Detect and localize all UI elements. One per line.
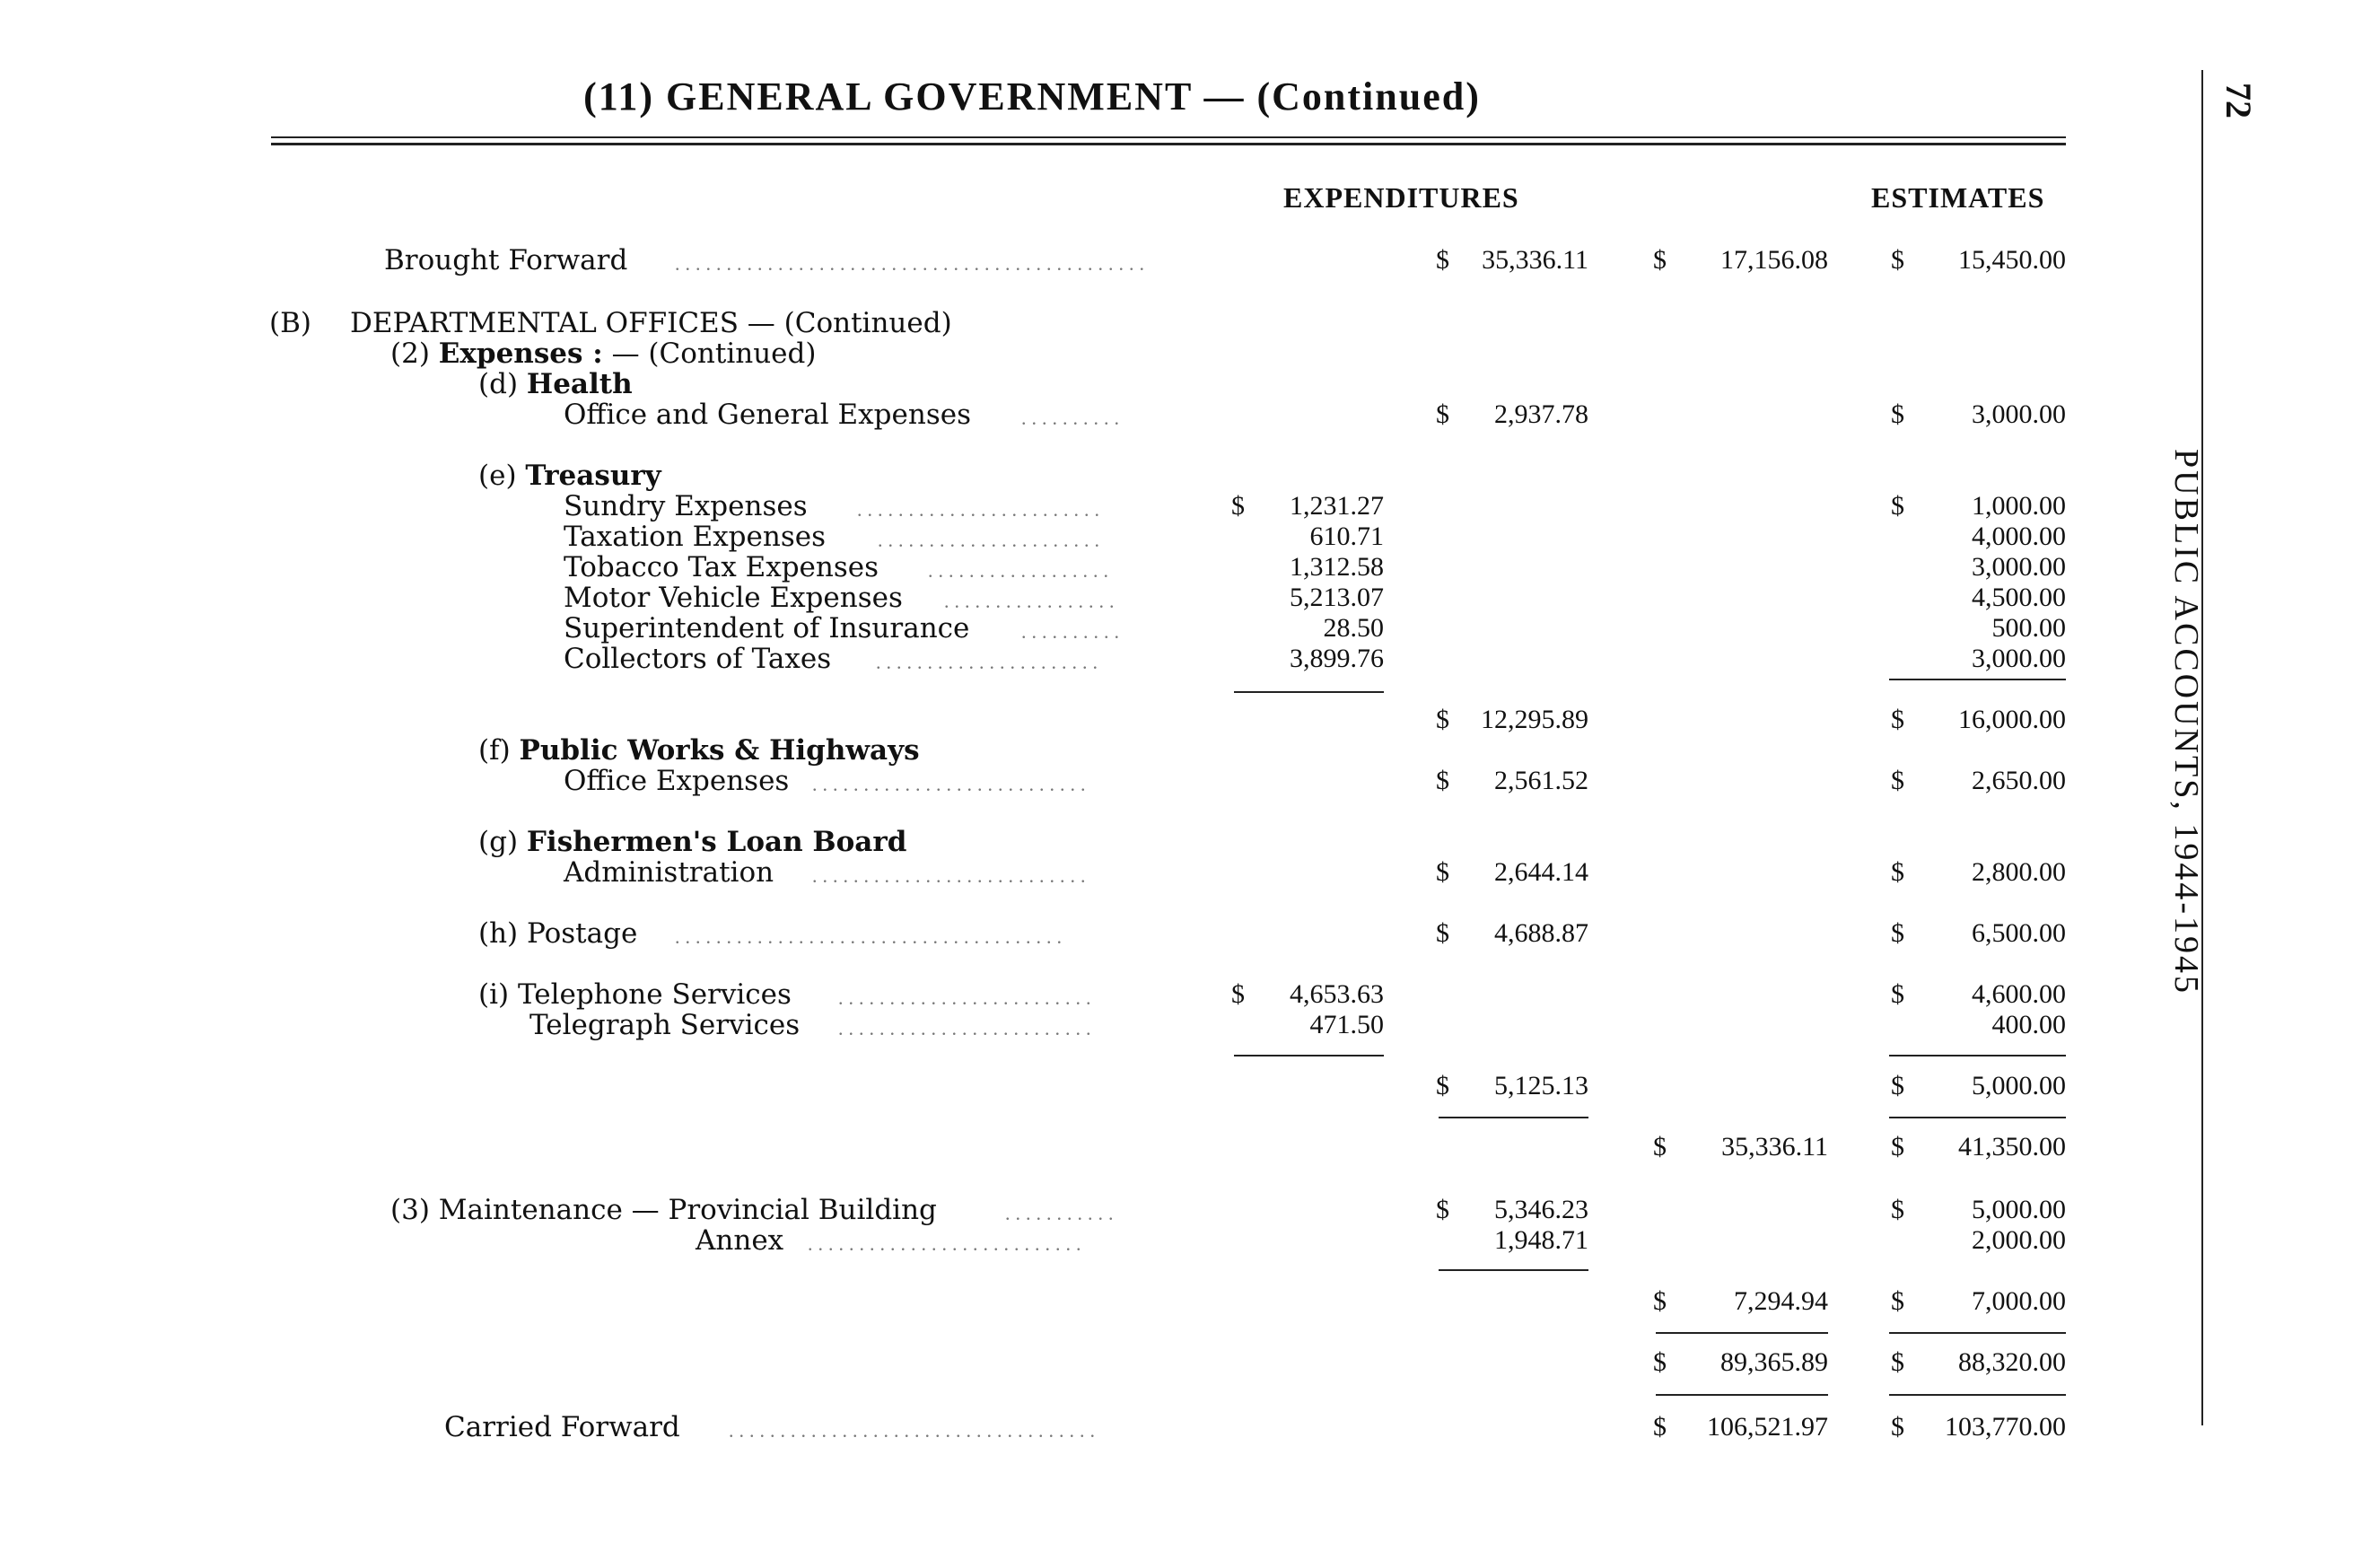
postage-exp: $ 4,688.87	[1436, 918, 1588, 948]
subtotal-rule	[1889, 1055, 2066, 1056]
pw-office-label: Office Expenses	[564, 765, 790, 797]
sundry-exp: $ 1,231.27	[1231, 491, 1384, 521]
telephone-estimate: $ 4,600.00	[1891, 979, 2066, 1009]
sundry-label: Sundry Expenses	[564, 490, 808, 522]
expenses-heading: (2) Expenses : — (Continued)	[390, 338, 817, 370]
health-office-exp: $ 2,937.78	[1436, 399, 1588, 429]
taxation-estimate: 4,000.00	[1972, 522, 2066, 551]
brought-forward-exp-total: $ 35,336.11	[1436, 245, 1588, 275]
carried-forward-estimate: $ 103,770.00	[1891, 1412, 2066, 1442]
telegraph-estimate: 400.00	[1991, 1010, 2066, 1039]
telegraph-exp: 471.50	[1309, 1010, 1384, 1039]
dot-leader: ......................	[878, 529, 1105, 551]
tobacco-estimate: 3,000.00	[1972, 552, 2066, 582]
subtotal-rule	[1234, 691, 1384, 693]
dot-leader: .................	[944, 590, 1120, 612]
expenses-estimate-total: $ 41,350.00	[1891, 1132, 2066, 1162]
dot-leader: ......................	[876, 651, 1103, 673]
maintenance-estimate-total: $ 7,000.00	[1891, 1286, 2066, 1316]
telecom-exp-total: $ 5,125.13	[1436, 1071, 1588, 1100]
brought-forward-estimate: $ 15,450.00	[1891, 245, 2066, 275]
sundry-estimate: $ 1,000.00	[1891, 491, 2066, 521]
brought-forward-exp-grand: $ 17,156.08	[1653, 245, 1828, 275]
subtotal-rule	[1439, 1269, 1588, 1271]
subtotal-rule	[1889, 1117, 2066, 1118]
collectors-label: Collectors of Taxes	[564, 643, 832, 675]
dot-leader: ..........	[1021, 620, 1124, 643]
annex-exp: 1,948.71	[1494, 1225, 1588, 1255]
tobacco-exp: 1,312.58	[1290, 552, 1384, 582]
dot-leader: .........................	[838, 1017, 1097, 1039]
collectors-estimate: 3,000.00	[1972, 644, 2066, 673]
dot-leader: ..................	[928, 559, 1114, 582]
health-office-estimate: $ 3,000.00	[1891, 399, 2066, 429]
superintendent-estimate: 500.00	[1991, 613, 2066, 643]
motor-label: Motor Vehicle Expenses	[564, 582, 903, 614]
page-number: 72	[2218, 83, 2259, 118]
health-heading: (d) Health	[478, 368, 633, 400]
treasury-estimate-total: $ 16,000.00	[1891, 705, 2066, 734]
superintendent-exp: 28.50	[1323, 613, 1384, 643]
postage-label: (h) Postage	[478, 917, 638, 950]
pw-office-exp: $ 2,561.52	[1436, 766, 1588, 795]
subtotal-rule	[1889, 679, 2066, 680]
motor-estimate: 4,500.00	[1972, 583, 2066, 612]
health-office-label: Office and General Expenses	[564, 399, 971, 431]
public-works-heading: (f) Public Works & Highways	[478, 734, 920, 767]
dot-leader: ...........................	[812, 864, 1091, 887]
fishermen-heading: (g) Fishermen's Loan Board	[478, 826, 907, 858]
section-b-prefix: (B)	[269, 307, 311, 339]
administration-label: Administration	[564, 856, 774, 889]
title-rule-top	[271, 136, 2066, 138]
section-b-heading: DEPARTMENTAL OFFICES — (Continued)	[350, 307, 952, 339]
subtotal-rule	[1234, 1055, 1384, 1056]
telegraph-label: Telegraph Services	[529, 1009, 801, 1041]
page-title: (11) GENERAL GOVERNMENT — (Continued)	[583, 75, 1481, 118]
administration-estimate: $ 2,800.00	[1891, 857, 2066, 887]
maintenance-exp: $ 5,346.23	[1436, 1195, 1588, 1224]
collectors-exp: 3,899.76	[1290, 644, 1384, 673]
estimates-header: ESTIMATES	[1871, 181, 2045, 214]
carried-forward-exp: $ 106,521.97	[1653, 1412, 1828, 1442]
subtotal-rule	[1889, 1332, 2066, 1334]
subtotal-rule	[1889, 1394, 2066, 1396]
dot-leader: .........................	[838, 986, 1097, 1009]
expenditures-header: EXPENDITURES	[1283, 181, 1519, 214]
annex-estimate: 2,000.00	[1972, 1225, 2066, 1255]
dot-leader: ..........	[1021, 407, 1124, 429]
telecom-estimate-total: $ 5,000.00	[1891, 1071, 2066, 1100]
subtotal-rule	[1656, 1332, 1828, 1334]
telephone-exp: $ 4,653.63	[1231, 979, 1384, 1009]
motor-exp: 5,213.07	[1290, 583, 1384, 612]
pw-office-estimate: $ 2,650.00	[1891, 766, 2066, 795]
superintendent-label: Superintendent of Insurance	[564, 612, 970, 644]
administration-exp: $ 2,644.14	[1436, 857, 1588, 887]
annex-label: Annex	[696, 1224, 784, 1257]
dot-leader: ...........................	[812, 773, 1091, 795]
brought-forward-label: Brought Forward	[384, 244, 628, 276]
tobacco-label: Tobacco Tax Expenses	[564, 551, 879, 583]
section-estimate-total: $ 88,320.00	[1891, 1347, 2066, 1377]
taxation-label: Taxation Expenses	[564, 521, 827, 553]
maintenance-exp-total: $ 7,294.94	[1653, 1286, 1828, 1316]
dot-leader: ...........................	[808, 1232, 1087, 1255]
dot-leader: ..............................................	[675, 252, 1150, 275]
running-head: PUBLIC ACCOUNTS, 1944-1945	[2167, 449, 2205, 995]
postage-estimate: $ 6,500.00	[1891, 918, 2066, 948]
title-rule-bottom	[271, 143, 2066, 145]
section-exp-total: $ 89,365.89	[1653, 1347, 1828, 1377]
treasury-exp-total: $ 12,295.89	[1436, 705, 1588, 734]
treasury-heading: (e) Treasury	[478, 460, 661, 492]
maintenance-label: (3) Maintenance — Provincial Building	[390, 1194, 937, 1226]
subtotal-rule	[1656, 1394, 1828, 1396]
dot-leader: ......................................	[675, 925, 1067, 948]
dot-leader: ...........	[1005, 1202, 1119, 1224]
dot-leader: ........................	[857, 498, 1105, 521]
expenses-exp-total: $ 35,336.11	[1653, 1132, 1828, 1162]
dot-leader: ....................................	[729, 1419, 1100, 1442]
maintenance-estimate: $ 5,000.00	[1891, 1195, 2066, 1224]
telephone-label: (i) Telephone Services	[478, 978, 792, 1011]
taxation-exp: 610.71	[1309, 522, 1384, 551]
carried-forward-label: Carried Forward	[444, 1411, 680, 1443]
subtotal-rule	[1439, 1117, 1588, 1118]
